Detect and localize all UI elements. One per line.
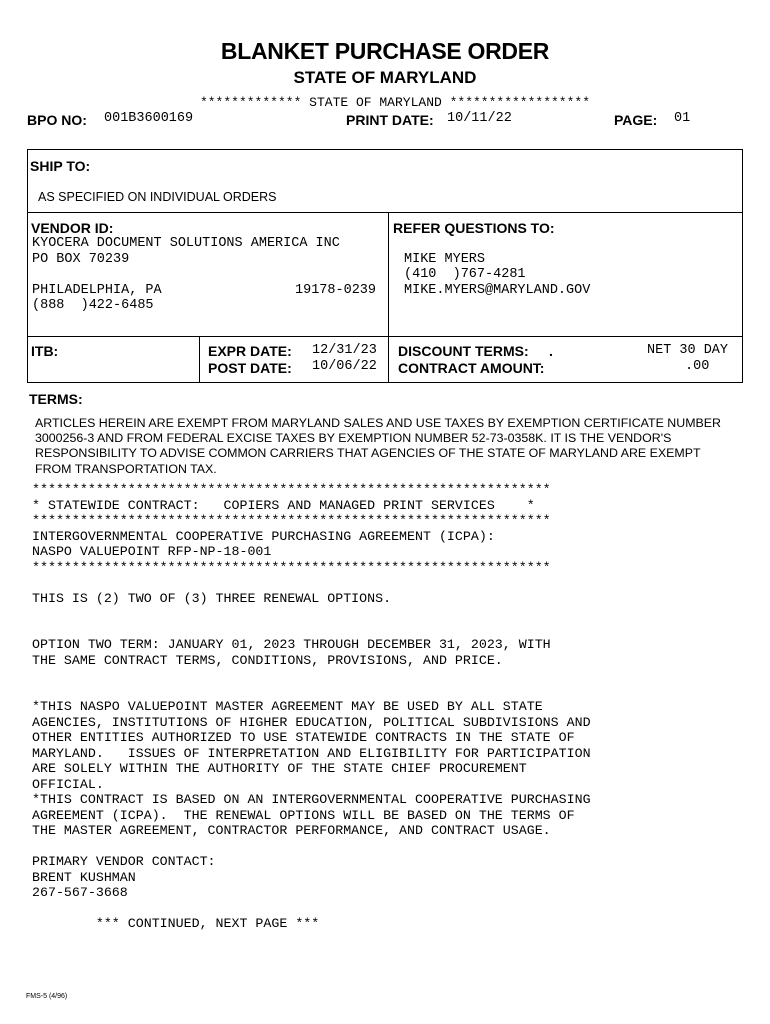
body-line: OTHER ENTITIES AUTHORIZED TO USE STATEWIDE CONTRACTS IN THE STATE OF — [32, 730, 575, 745]
bpo-value: 001B3600169 — [104, 111, 194, 126]
discount-terms-value: NET 30 DAY — [647, 343, 729, 358]
body-line: THE MASTER AGREEMENT, CONTRACTOR PERFORMANCE, AND CONTRACT USAGE. — [32, 823, 551, 838]
body-line: AGREEMENT (ICPA). THE RENEWAL OPTIONS WILL BE BASED ON THE TERMS OF — [32, 807, 575, 823]
body-line: ***************************************************************** — [32, 559, 551, 575]
body-line — [32, 575, 591, 591]
body-line: ***************************************************************** — [32, 482, 551, 497]
body-line: PRIMARY VENDOR CONTACT: — [32, 854, 216, 869]
discount-terms-dot: . — [549, 343, 553, 359]
body-line: MARYLAND. ISSUES OF INTERPRETATION AND ELIGIBILITY FOR PARTICIPATION — [32, 745, 591, 761]
expr-date-value: 12/31/23 — [312, 343, 377, 358]
itb-box — [27, 336, 743, 383]
print-date-value: 10/11/22 — [447, 111, 512, 126]
body-line — [32, 684, 591, 700]
refer-email[interactable]: MIKE.MYERS@MARYLAND.GOV — [404, 283, 591, 298]
expr-date-label: EXPR DATE: — [208, 343, 292, 359]
body-line — [32, 901, 591, 917]
page-value: 01 — [674, 111, 691, 126]
body-line: BRENT KUSHMAN — [32, 869, 136, 885]
stars-banner: ************* STATE OF MARYLAND ****************** — [199, 95, 591, 110]
body-line: OFFICIAL. — [32, 776, 104, 792]
ship-to-value: AS SPECIFIED ON INDIVIDUAL ORDERS — [38, 190, 277, 204]
vendor-refer-box — [27, 212, 743, 337]
terms-label: TERMS: — [29, 391, 83, 407]
vendor-phone: (888 )422-6485 — [32, 298, 154, 313]
body-line: 267-567-3668 — [32, 885, 128, 900]
body-line: * STATEWIDE CONTRACT: COPIERS AND MANAGED PRINT SERVICES * — [32, 497, 535, 513]
refer-name: MIKE MYERS — [404, 252, 486, 267]
terms-text: ARTICLES HEREIN ARE EXEMPT FROM MARYLAND SALES AND USE TAXES BY EXEMPTION CERTIFICATE NUMBER 3000256-3 AND FROM FEDERAL EXCISE TAXES BY EXEMPTION NUMBER 52-73-0358K. IT IS THE VENDOR'S RESPONSIBILITY TO ADVISE COMMON CARRIERS THAT AGENCIES OF THE STATE OF MARYLAND ARE EXEMPT FROM TRANSPORTATION TAX. — [35, 416, 722, 476]
document-subtitle: STATE OF MARYLAND — [293, 68, 477, 87]
vendor-city-state: PHILADELPHIA, PA — [32, 283, 162, 298]
vendor-divider — [388, 212, 389, 337]
body-line: INTERGOVERNMENTAL COOPERATIVE PURCHASING AGREEMENT (ICPA): — [32, 528, 495, 544]
bpo-label: BPO NO: — [27, 112, 87, 128]
print-date-label: PRINT DATE: — [346, 112, 434, 128]
refer-phone: (410 )767-4281 — [404, 267, 526, 282]
body-line: THE SAME CONTRACT TERMS, CONDITIONS, PROVISIONS, AND PRICE. — [32, 652, 503, 668]
itb-label: ITB: — [31, 343, 59, 359]
body-line: *THIS CONTRACT IS BASED ON AN INTERGOVERNMENTAL COOPERATIVE PURCHASING — [32, 792, 591, 807]
body-line — [32, 839, 591, 855]
body-line — [32, 668, 591, 684]
body-line: THIS IS (2) TWO OF (3) THREE RENEWAL OPTIONS. — [32, 590, 392, 606]
body-line: ARE SOLELY WITHIN THE AUTHORITY OF THE STATE CHIEF PROCUREMENT — [32, 761, 527, 776]
itb-divider-1 — [199, 336, 200, 383]
body-line: NASPO VALUEPOINT RFP-NP-18-001 — [32, 544, 272, 559]
body-line: *THIS NASPO VALUEPOINT MASTER AGREEMENT MAY BE USED BY ALL STATE — [32, 699, 543, 714]
discount-terms-label: DISCOUNT TERMS: — [398, 343, 529, 359]
vendor-name: KYOCERA DOCUMENT SOLUTIONS AMERICA INC — [32, 236, 340, 251]
document-title: BLANKET PURCHASE ORDER — [220, 38, 550, 64]
contract-amount-label: CONTRACT AMOUNT: — [398, 360, 545, 376]
contract-amount-value: .00 — [685, 359, 710, 374]
post-date-value: 10/06/22 — [312, 359, 377, 374]
post-date-label: POST DATE: — [208, 360, 292, 376]
body-line: OPTION TWO TERM: JANUARY 01, 2023 THROUGH DECEMBER 31, 2023, WITH — [32, 637, 551, 652]
ship-to-label: SHIP TO: — [30, 158, 91, 174]
itb-divider-2 — [388, 336, 389, 383]
body-line: AGENCIES, INSTITUTIONS OF HIGHER EDUCATION, POLITICAL SUBDIVISIONS AND — [32, 714, 591, 730]
contract-body — [32, 482, 591, 932]
body-line: *** CONTINUED, NEXT PAGE *** — [32, 916, 320, 931]
refer-questions-label: REFER QUESTIONS TO: — [393, 220, 555, 236]
vendor-id-label: VENDOR ID: — [31, 220, 114, 236]
form-code: FMS-5 (4/96) — [26, 993, 68, 1000]
page-label: PAGE: — [614, 112, 658, 128]
body-line — [32, 606, 591, 622]
body-line: ***************************************************************** — [32, 513, 551, 528]
vendor-zip: 19178-0239 — [295, 283, 377, 298]
body-line — [32, 622, 591, 638]
vendor-address: PO BOX 70239 — [32, 252, 130, 267]
